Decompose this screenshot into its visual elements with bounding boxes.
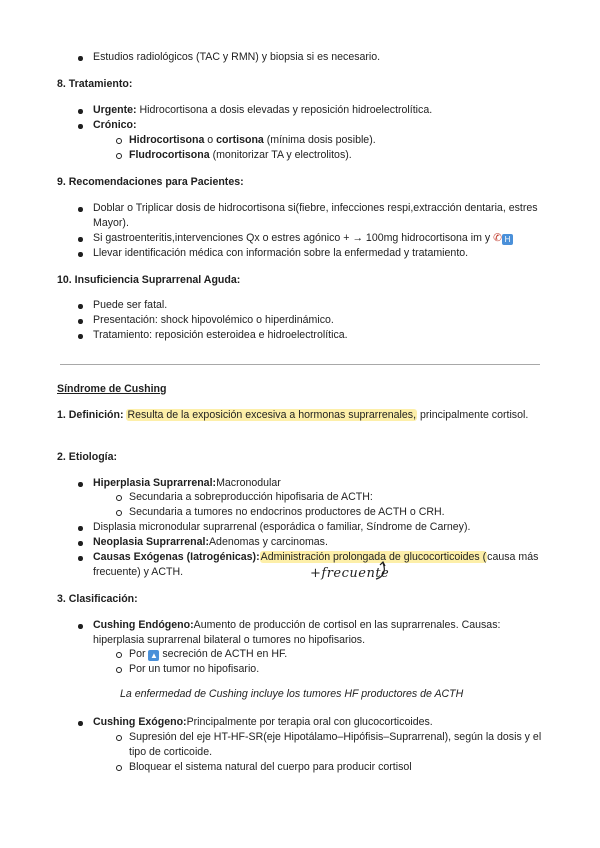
sub-list-item: [112, 133, 550, 148]
italic-note: La enfermedad de Cushing incluye los tumores HF productores de ACTH: [120, 688, 464, 700]
urgente-label: Urgente:: [93, 104, 137, 116]
section-heading-insuficiencia: 10. Insuficiencia Suprarrenal Aguda:: [57, 274, 241, 286]
sub-list-item: [112, 148, 550, 163]
sub-item-text: secreción de ACTH en HF.: [159, 648, 288, 660]
list-item-text: Presentación: shock hipovolémico o hiperdinámico.: [93, 314, 334, 326]
list-item-text: Estudios radiológicos (TAC y RMN) y biopsia si es necesario.: [93, 51, 381, 63]
definition-paragraph: [57, 408, 545, 423]
connector-text: o: [204, 134, 217, 146]
list-item-text: Principalmente por terapia oral con glucocorticoides.: [186, 716, 433, 728]
section-heading-etiologia: 2. Etiología:: [57, 451, 118, 463]
sub-item-text: (monitorizar TA y electrolitos).: [209, 149, 352, 161]
up-arrow-icon: ▲: [149, 651, 158, 660]
list-item: [72, 201, 550, 231]
cortisona-term: cortisona: [216, 134, 264, 146]
curved-arrow-icon: [374, 560, 390, 582]
sub-list-item: [112, 662, 550, 677]
definition-text: principalmente cortisol.: [417, 409, 529, 421]
urgente-text: Hidrocortisona a dosis elevadas y reposición hidroelectrolítica.: [136, 104, 433, 116]
section-heading-recomendaciones: 9. Recomendaciones para Pacientes:: [57, 176, 244, 188]
list-item-text: Si gastroenteritis,intervenciones Qx o estres agónico + → 100mg hidrocortisona im y: [93, 232, 491, 244]
exogeno-label: Cushing Exógeno:: [93, 716, 187, 728]
sub-item-text: Por un tumor no hipofisario.: [129, 663, 260, 675]
list-item-text: Doblar o Triplicar dosis de hidrocortisona si(fiebre, infecciones respi,extracción dentaria, estres Mayor).: [93, 202, 538, 229]
hidrocortisona-term: Hidrocortisona: [129, 134, 205, 146]
list-item: [72, 535, 550, 550]
list-item: [72, 313, 550, 328]
list-item-text: Adenomas y carcinomas.: [208, 536, 328, 548]
list-item-text: Macronodular: [216, 477, 281, 489]
list-item-text: Tratamiento: reposición esteroidea e hidroelectrolítica.: [93, 329, 348, 341]
page-title: Síndrome de Cushing: [57, 383, 167, 395]
sub-item-text: (mínima dosis posible).: [263, 134, 376, 146]
sub-list-item: [112, 730, 550, 760]
endogeno-label: Cushing Endógeno:: [93, 619, 194, 631]
hospital-icon: H: [502, 234, 513, 245]
cronico-label: Crónico:: [93, 119, 137, 131]
neoplasia-label: Neoplasia Suprarrenal:: [93, 536, 209, 548]
list-item-cronico: [72, 118, 550, 133]
list-item: [72, 298, 550, 313]
list-item: [72, 246, 550, 261]
hiperplasia-label: Hiperplasia Suprarrenal:: [93, 477, 217, 489]
sub-item-text: Por: [129, 648, 149, 660]
list-item-urgente: [72, 103, 550, 118]
handwritten-annotation: [310, 566, 389, 582]
list-item: [72, 50, 550, 65]
list-item-text: causa más frecuente) y ACTH.: [93, 551, 539, 578]
handwritten-text: +frecuente: [310, 566, 390, 581]
list-item: [72, 520, 550, 535]
fludrocortisona-term: Fludrocortisona: [129, 149, 210, 161]
sub-list-item: [112, 490, 550, 505]
sub-item-text: Supresión del eje HT-HF-SR(eje Hipotálamo–Hipófisis–Suprarrenal), según la dosis y el tipo de corticoide.: [129, 731, 542, 758]
phone-icon: ✆: [493, 232, 503, 244]
sub-list-item: [112, 760, 550, 775]
list-item: [72, 476, 550, 491]
list-item: [72, 328, 550, 343]
sub-item-text: Secundaria a tumores no endocrinos productores de ACTH o CRH.: [129, 506, 445, 518]
horizontal-divider: [60, 364, 540, 365]
sub-item-text: Secundaria a sobreproducción hipofisaria de ACTH:: [129, 491, 373, 503]
sub-list-item: [112, 647, 550, 662]
list-item: [72, 231, 550, 246]
section-heading-tratamiento: 8. Tratamiento:: [57, 78, 133, 90]
list-item: [72, 618, 550, 648]
highlighted-text: Resulta de la exposición excesiva a hormonas suprarrenales,: [127, 409, 417, 421]
list-item-text: Displasia micronodular suprarrenal (esporádica o familiar, Síndrome de Carney).: [93, 521, 471, 533]
exogenas-label: Causas Exógenas (Iatrogénicas):: [93, 551, 260, 563]
sub-list-item: [112, 505, 550, 520]
sub-item-text: Bloquear el sistema natural del cuerpo para producir cortisol: [129, 761, 412, 773]
list-item-text: Puede ser fatal.: [93, 299, 168, 311]
definition-label: 1. Definición:: [57, 409, 124, 421]
list-item-text: Aumento de producción de cortisol en las suprarrenales. Causas: hiperplasia suprarrenal bilateral o tumores no hipofisarios.: [93, 619, 501, 646]
highlighted-text: Administración prolongada de glucocorticoides (: [260, 551, 487, 563]
section-heading-clasificacion: 3. Clasificación:: [57, 593, 138, 605]
list-item: [72, 715, 550, 730]
list-item-text: Llevar identificación médica con información sobre la enfermedad y tratamiento.: [93, 247, 469, 259]
